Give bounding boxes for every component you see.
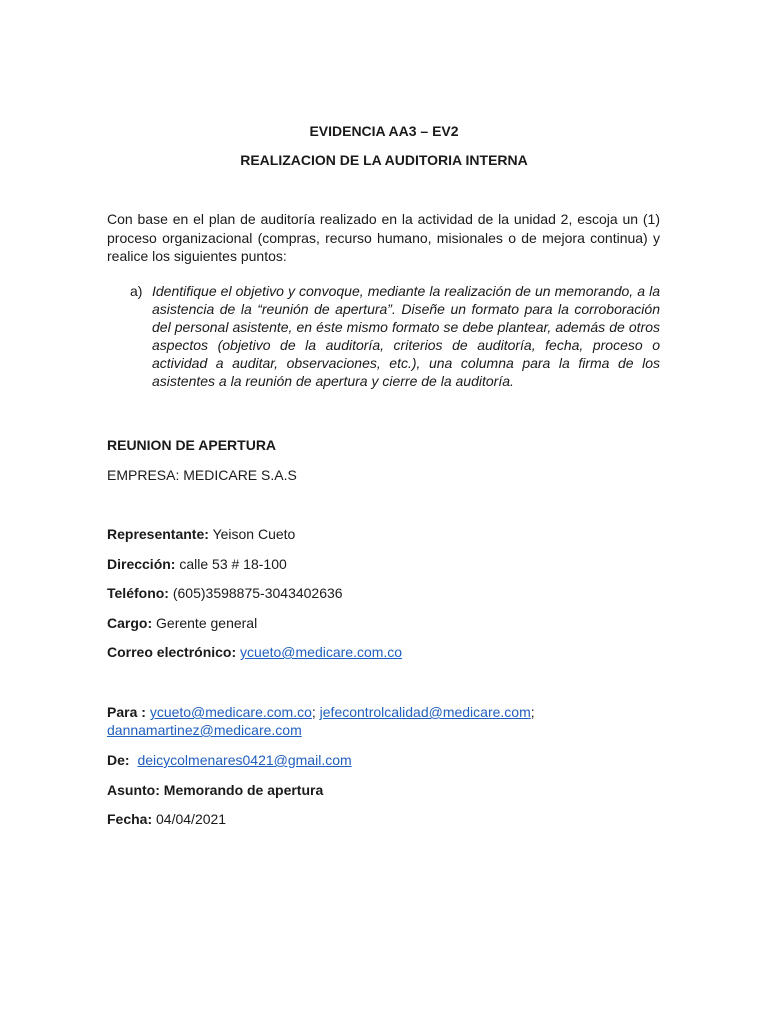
memo-de — [107, 751, 352, 769]
fecha-value: 04/04/2021 — [156, 811, 227, 827]
field-telefono — [107, 584, 343, 602]
email-separator: ; — [530, 704, 535, 720]
field-label: Teléfono: — [107, 585, 169, 601]
company-line: EMPRESA: MEDICARE S.A.S — [107, 467, 297, 483]
document-title: EVIDENCIA AA3 – EV2 — [309, 123, 459, 139]
field-label: Dirección: — [107, 556, 176, 572]
fecha-label: Fecha: — [107, 811, 153, 827]
field-label: Representante: — [107, 526, 209, 542]
email-link[interactable]: dannamartinez@medicare.com — [107, 722, 302, 738]
section-title: REUNION DE APERTURA — [107, 437, 277, 453]
memo-para — [107, 703, 535, 721]
asunto-value: Memorando de apertura — [163, 782, 324, 798]
intro-paragraph: Con base en el plan de auditoría realizado en la actividad de la unidad 2, escoja un (1) proceso organizacional (compras, recurso humano, misionales o de mejora continua) y realice los siguientes puntos: — [107, 211, 660, 264]
field-value: Gerente general — [156, 615, 258, 631]
memo-fecha — [107, 810, 226, 828]
field-direccion — [107, 555, 287, 573]
field-label: Cargo: — [107, 615, 153, 631]
list-item-text: Identifique el objetivo y convoque, mediante la realización de un memorando, a la asistencia de la “reunión de apertura”. Diseñe un formato para la corroboración del personal asistente, en éste mismo formato se debe plantear, además de otros aspectos (objetivo de la auditoría, criterios de auditoría, fecha, proceso o actividad a auditar, observaciones, etc.), una columna para la firma de los asistentes a la reunión de apertura y cierre de la auditoría. — [152, 283, 660, 389]
document-subtitle: REALIZACION DE LA AUDITORIA INTERNA — [240, 152, 528, 168]
field-value: Yeison Cueto — [212, 526, 296, 542]
field-label: Correo electrónico: — [107, 644, 237, 660]
email-link[interactable]: deicycolmenares0421@gmail.com — [137, 752, 352, 768]
email-link[interactable]: jefecontrolcalidad@medicare.com — [319, 704, 531, 720]
memo-asunto — [107, 781, 323, 799]
memo-para-continued — [107, 721, 302, 739]
field-correo — [107, 643, 402, 661]
email-link[interactable]: ycueto@medicare.com.co — [240, 644, 403, 660]
email-separator: ; — [311, 704, 316, 720]
field-value: calle 53 # 18-100 — [179, 556, 287, 572]
field-cargo — [107, 614, 257, 632]
para-label: Para : — [107, 704, 146, 720]
field-value: (605)3598875-3043402636 — [172, 585, 343, 601]
email-link[interactable]: ycueto@medicare.com.co — [149, 704, 312, 720]
de-label: De: — [107, 752, 130, 768]
asunto-label: Asunto: — [107, 782, 160, 798]
field-representante — [107, 525, 295, 543]
list-marker: a) — [130, 283, 143, 299]
